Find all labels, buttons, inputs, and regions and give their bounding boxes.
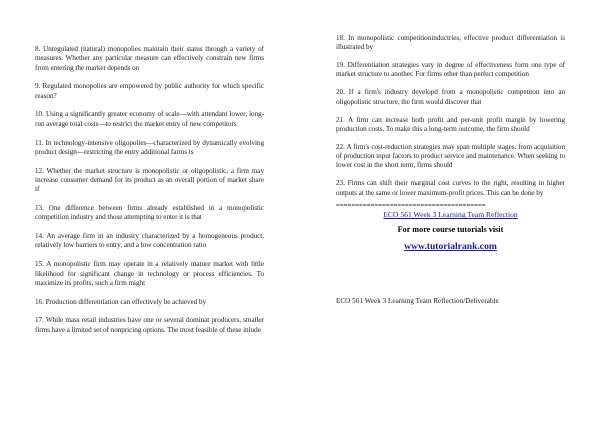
question-13: 13. One difference between firms already established in a monopolistic competition industry and those attempting to enter it is that [35, 204, 264, 222]
question-9: 9. Regulated monopolies are empowered by public authority for which specific reason? [35, 82, 264, 100]
right-column [336, 34, 565, 306]
question-17: 17. While mass retail industries have one or several dominat producers, smaller firms have a limited set of nonpricing options. The most feasible of these inlude [35, 316, 264, 334]
question-23: 23. Firms can shift their marginal cost curves to the right, resulting in higher outputs at the same or lower maximum-profit prices. This can be done by [336, 179, 565, 197]
question-19: 19. Differentiation strategies vary in degree of effectiveness form one type of market structure to another. For firms other than perfect competition [336, 61, 565, 79]
course-link[interactable]: ECO 561 Week 3 Learning Team Reflection [383, 210, 518, 220]
question-15: 15. A monopolistic firm may operate in a relatively mature market with little likelihood for significant change in technology or process efficiencies. To maximize its profits, such a firm might [35, 260, 264, 287]
footer-text: ECO 561 Week 3 Learning Team Reflection/Deliverable [336, 297, 499, 306]
divider-rule: ======================================= [336, 202, 486, 210]
question-20: 20. If a firm's industry developd from a monopolistic competiton into an oligopolistic structure, the firm would discover that [336, 88, 565, 106]
question-18: 18. In monopolistic competitioninductries, effective product differentiation is illustrated by [336, 34, 565, 52]
left-column [35, 45, 264, 345]
question-14: 14. An average firm in an industry characterized by a homogeneous product, relatively low barriers to entry, and a low concentration ratio [35, 232, 264, 250]
visit-text: For more course tutorials visit [397, 225, 504, 235]
question-11: 11. In technology-intensive oligopolies—characterized by dynamically evolving product design—restricting the entry additional farms is [35, 138, 264, 156]
question-21: 21. A firm can increase both profit and per-unit profit margin by lowering production costs. To make this a long-term outcome, the firm should [336, 115, 565, 133]
site-link[interactable]: www.tutorialrank.com [404, 241, 497, 253]
question-22: 22. A firm's cost-reduction strategies may span multiple stages, from acquisition of production input factors to product service and maintenance. When seeking to lower cost in the short term, firms should [336, 142, 565, 170]
question-8: 8. Unregulated (natural) monopolies maintain their status through a variety of measures. Whether any particular measure can effectively constrain new firms from entering the market depends on [35, 45, 264, 72]
question-16: 16. Production differentiation can effectively be achieved by [35, 297, 207, 306]
question-10: 10. Using a significantly greater economy of scale—with attendant lower, long-run average total costs—to restrict the market entry of new competitors [35, 110, 264, 128]
question-12: 12. Whether the market structure is monopolistic or oligopolistic, a firm may increase consumer demand for its product as an overall portion of market share if [35, 166, 264, 194]
